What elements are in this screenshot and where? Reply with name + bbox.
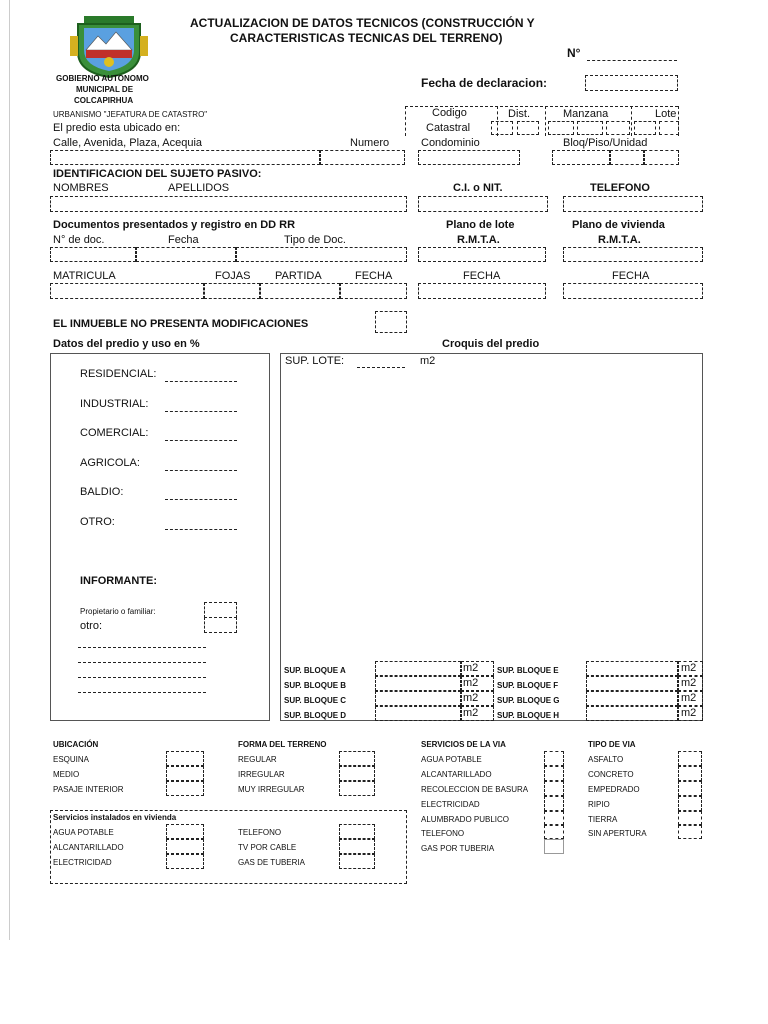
partida-label: PARTIDA	[275, 270, 322, 282]
page-title: CARACTERISTICAS TECNICAS DEL TERRENO)	[230, 31, 503, 45]
tipo-via-checkbox[interactable]	[678, 811, 702, 825]
servicio-vivienda-item: ALCANTARILLADO	[53, 843, 124, 852]
tipo-via-item: CONCRETO	[588, 770, 634, 779]
m2-unit: m2	[681, 677, 697, 689]
bloque-label: SUP. BLOQUE E	[497, 666, 559, 675]
servicio-via-checkbox[interactable]	[544, 811, 564, 825]
fecha-field[interactable]	[136, 247, 236, 262]
manzana-field[interactable]	[606, 121, 630, 135]
numero-label: N°	[567, 46, 581, 60]
uso-label: OTRO:	[80, 516, 115, 528]
servicio-vivienda-checkbox[interactable]	[166, 854, 204, 869]
uso-label: RESIDENCIAL:	[80, 368, 157, 380]
ubicacion-checkbox[interactable]	[166, 766, 204, 781]
otro-label: otro:	[80, 620, 103, 632]
ubicacion-checkbox[interactable]	[166, 751, 204, 766]
bloque-label: SUP. BLOQUE H	[497, 711, 560, 720]
servicio-via-item: RECOLECCION DE BASURA	[421, 785, 529, 794]
propietario-checkbox[interactable]	[204, 602, 237, 618]
ubicacion-item: MEDIO	[53, 770, 80, 779]
forma-item: IRREGULAR	[238, 770, 285, 779]
partida-field[interactable]	[260, 283, 340, 299]
servicio-via-checkbox[interactable]	[544, 796, 564, 811]
org-name: MUNICIPAL DE	[76, 85, 134, 94]
bloque-label: SUP. BLOQUE A	[284, 666, 346, 675]
servicio-via-checkbox[interactable]	[544, 751, 564, 766]
tipo-via-item: SIN APERTURA	[588, 829, 647, 838]
ndoc-label: N° de doc.	[53, 234, 105, 246]
servicio-vivienda-checkbox[interactable]	[339, 824, 375, 839]
bloque-label: SUP. BLOQUE B	[284, 681, 347, 690]
plano-vivienda-label: Plano de vivienda	[572, 219, 665, 231]
tipo-via-checkbox[interactable]	[678, 796, 702, 811]
informante-line[interactable]	[78, 677, 206, 678]
modificaciones-checkbox[interactable]	[375, 311, 407, 333]
bloque-label: SUP. BLOQUE G	[497, 696, 560, 705]
tipo-via-checkbox[interactable]	[678, 751, 702, 766]
bloque-field[interactable]	[586, 706, 678, 721]
telefono-field[interactable]	[563, 196, 703, 212]
bloque-label: SUP. BLOQUE D	[284, 711, 347, 720]
manzana-label: Manzana	[563, 108, 609, 120]
lote-field[interactable]	[634, 121, 656, 135]
croquis-title: Croquis del predio	[442, 338, 540, 350]
dist-field[interactable]	[491, 121, 513, 135]
fecha-plano-lote-field[interactable]	[418, 283, 546, 299]
plano-lote-label: Plano de lote	[446, 219, 515, 231]
bloque-field[interactable]	[552, 150, 610, 165]
manzana-field[interactable]	[577, 121, 603, 135]
servicio-via-item: AGUA POTABLE	[421, 755, 482, 764]
ubicacion-checkbox[interactable]	[166, 781, 204, 796]
bloque-field[interactable]	[586, 661, 678, 676]
lote-label: Lote	[655, 108, 677, 120]
ubicado-label: El predio esta ubicado en:	[53, 122, 181, 134]
matricula-field[interactable]	[50, 283, 204, 299]
numero-field[interactable]	[320, 150, 405, 165]
bloque-field[interactable]	[375, 661, 461, 676]
uso-field[interactable]	[165, 411, 237, 412]
fojas-field[interactable]	[204, 283, 260, 299]
rmta-label: R.M.T.A.	[598, 234, 641, 246]
bloque-label: SUP. BLOQUE C	[284, 696, 347, 705]
uso-label: AGRICOLA:	[80, 457, 140, 469]
informante-label: INFORMANTE:	[80, 575, 157, 587]
m2-unit: m2	[463, 662, 479, 674]
uso-field[interactable]	[165, 440, 237, 441]
section-title: Datos del predio y uso en %	[53, 338, 200, 350]
codigo-top-line	[405, 106, 678, 107]
servicio-vivienda-checkbox[interactable]	[339, 839, 375, 854]
servicio-via-checkbox[interactable]	[544, 839, 564, 854]
fecha-label: FECHA	[463, 270, 501, 282]
servicio-via-checkbox[interactable]	[544, 766, 564, 781]
fecha-plano-vivienda-field[interactable]	[563, 283, 703, 299]
fecha-label: FECHA	[355, 270, 393, 282]
m2-unit: m2	[463, 677, 479, 689]
servicios-vivienda-title: Servicios instalados en vivienda	[53, 813, 177, 822]
m2-unit: m2	[681, 662, 697, 674]
bloque-label: SUP. BLOQUE F	[497, 681, 559, 690]
codigo-label: Codigo	[432, 107, 467, 119]
fojas-label: FOJAS	[215, 270, 251, 282]
servicio-via-item: ELECTRICIDAD	[421, 800, 480, 809]
m2-unit: m2	[463, 692, 479, 704]
catastral-label: Catastral	[426, 122, 471, 134]
servicio-vivienda-item: TELEFONO	[238, 828, 282, 837]
bloque-field[interactable]	[375, 691, 461, 706]
plano-vivienda-field[interactable]	[563, 247, 703, 262]
lote-field[interactable]	[659, 121, 679, 135]
manzana-divider	[545, 106, 546, 136]
servicio-via-item: ALUMBRADO PUBLICO	[421, 815, 510, 824]
ci-field[interactable]	[418, 196, 548, 212]
org-name: COLCAPIRHUA	[74, 96, 134, 105]
section-title: Documentos presentados y registro en DD RR	[53, 219, 296, 231]
servicios-via-title: SERVICIOS DE LA VIA	[421, 740, 506, 749]
tipo-via-item: EMPEDRADO	[588, 785, 640, 794]
tipo-doc-label: Tipo de Doc.	[284, 234, 346, 246]
bloque-field[interactable]	[586, 691, 678, 706]
uso-label: COMERCIAL:	[80, 427, 149, 439]
servicio-via-checkbox[interactable]	[544, 825, 564, 839]
calle-field[interactable]	[50, 150, 320, 165]
tipo-via-checkbox[interactable]	[678, 781, 702, 796]
tipo-via-checkbox[interactable]	[678, 766, 702, 781]
bloque-field[interactable]	[375, 706, 461, 721]
manzana-field[interactable]	[548, 121, 574, 135]
tipo-via-checkbox[interactable]	[678, 825, 702, 839]
fecha-label: Fecha	[168, 234, 199, 246]
propietario-label: Propietario o familiar:	[80, 607, 156, 616]
tipo-doc-field[interactable]	[236, 247, 407, 262]
municipal-seal-icon	[70, 16, 148, 78]
numero-field[interactable]	[587, 60, 677, 61]
sup-lote-label: SUP. LOTE:	[285, 355, 345, 367]
tipo-via-item: TIERRA	[588, 815, 618, 824]
informante-line[interactable]	[78, 647, 206, 648]
fecha-label: FECHA	[612, 270, 650, 282]
bloq-label: Bloq/Piso/Unidad	[563, 137, 648, 149]
uso-field[interactable]	[165, 470, 237, 471]
org-name: GOBIERNO AUTONOMO	[56, 74, 149, 83]
dist-field[interactable]	[517, 121, 539, 135]
m2-unit: m2	[681, 707, 697, 719]
servicio-via-checkbox[interactable]	[544, 781, 564, 796]
fecha-declaracion-label: Fecha de declaracion:	[421, 76, 548, 90]
forma-item: REGULAR	[238, 755, 277, 764]
condominio-field[interactable]	[418, 150, 520, 165]
uso-field[interactable]	[165, 529, 237, 530]
servicio-via-item: GAS POR TUBERIA	[421, 844, 495, 853]
dist-label: Dist.	[508, 108, 530, 120]
tipo-via-item: ASFALTO	[588, 755, 624, 764]
sup-lote-field[interactable]	[357, 367, 405, 368]
uso-label: BALDIO:	[80, 486, 124, 498]
servicio-vivienda-checkbox[interactable]	[166, 824, 204, 839]
apellidos-label: APELLIDOS	[168, 182, 230, 194]
uso-field[interactable]	[165, 499, 237, 500]
ubicacion-title: UBICACIÓN	[53, 740, 99, 749]
forma-title: FORMA DEL TERRENO	[238, 740, 327, 749]
servicio-vivienda-item: GAS DE TUBERIA	[238, 858, 305, 867]
ndoc-field[interactable]	[50, 247, 136, 262]
servicio-vivienda-item: AGUA POTABLE	[53, 828, 114, 837]
numero-label: Numero	[350, 137, 390, 149]
fecha-field[interactable]	[340, 283, 407, 299]
page-left-edge	[9, 0, 10, 940]
fecha-declaracion-field[interactable]	[585, 75, 678, 91]
tipo-via-title: TIPO DE VIA	[588, 740, 636, 749]
m2-unit: m2	[420, 355, 436, 367]
servicio-vivienda-checkbox[interactable]	[339, 854, 375, 869]
servicio-via-item: TELEFONO	[421, 829, 465, 838]
m2-unit: m2	[463, 707, 479, 719]
tipo-via-item: RIPIO	[588, 800, 610, 809]
forma-checkbox[interactable]	[339, 781, 375, 796]
uso-label: INDUSTRIAL:	[80, 398, 149, 410]
forma-item: MUY IRREGULAR	[238, 785, 305, 794]
matricula-label: MATRICULA	[53, 270, 116, 282]
nombre-field[interactable]	[50, 196, 407, 212]
piso-field[interactable]	[610, 150, 644, 165]
servicio-vivienda-item: ELECTRICIDAD	[53, 858, 112, 867]
codigo-left-line	[405, 106, 406, 136]
informante-line[interactable]	[78, 692, 206, 693]
forma-checkbox[interactable]	[339, 766, 375, 781]
section-title: IDENTIFICACION DEL SUJETO PASIVO:	[53, 168, 262, 180]
servicio-vivienda-checkbox[interactable]	[166, 839, 204, 854]
bloque-field[interactable]	[586, 676, 678, 691]
informante-line[interactable]	[78, 662, 206, 663]
condominio-label: Condominio	[421, 137, 480, 149]
calle-label: Calle, Avenida, Plaza, Acequia	[53, 137, 203, 149]
otro-checkbox[interactable]	[204, 617, 237, 633]
servicio-via-item: ALCANTARILLADO	[421, 770, 492, 779]
m2-unit: m2	[681, 692, 697, 704]
ubicacion-item: ESQUINA	[53, 755, 90, 764]
forma-checkbox[interactable]	[339, 751, 375, 766]
servicio-vivienda-item: TV POR CABLE	[238, 843, 297, 852]
urbanismo-label: URBANISMO "JEFATURA DE CATASTRO"	[53, 110, 208, 119]
bloque-field[interactable]	[375, 676, 461, 691]
lote-divider	[631, 106, 632, 136]
ubicacion-item: PASAJE INTERIOR	[53, 785, 124, 794]
telefono-label: TELEFONO	[590, 182, 650, 194]
nombres-label: NOMBRES	[53, 182, 109, 194]
page-title: ACTUALIZACION DE DATOS TECNICOS (CONSTRUCCIÓN Y	[190, 16, 535, 30]
plano-lote-field[interactable]	[418, 247, 546, 262]
ci-label: C.I. o NIT.	[453, 182, 503, 194]
uso-field[interactable]	[165, 381, 237, 382]
unidad-field[interactable]	[644, 150, 679, 165]
rmta-label: R.M.T.A.	[457, 234, 500, 246]
modificaciones-label: EL INMUEBLE NO PRESENTA MODIFICACIONES	[53, 318, 309, 330]
